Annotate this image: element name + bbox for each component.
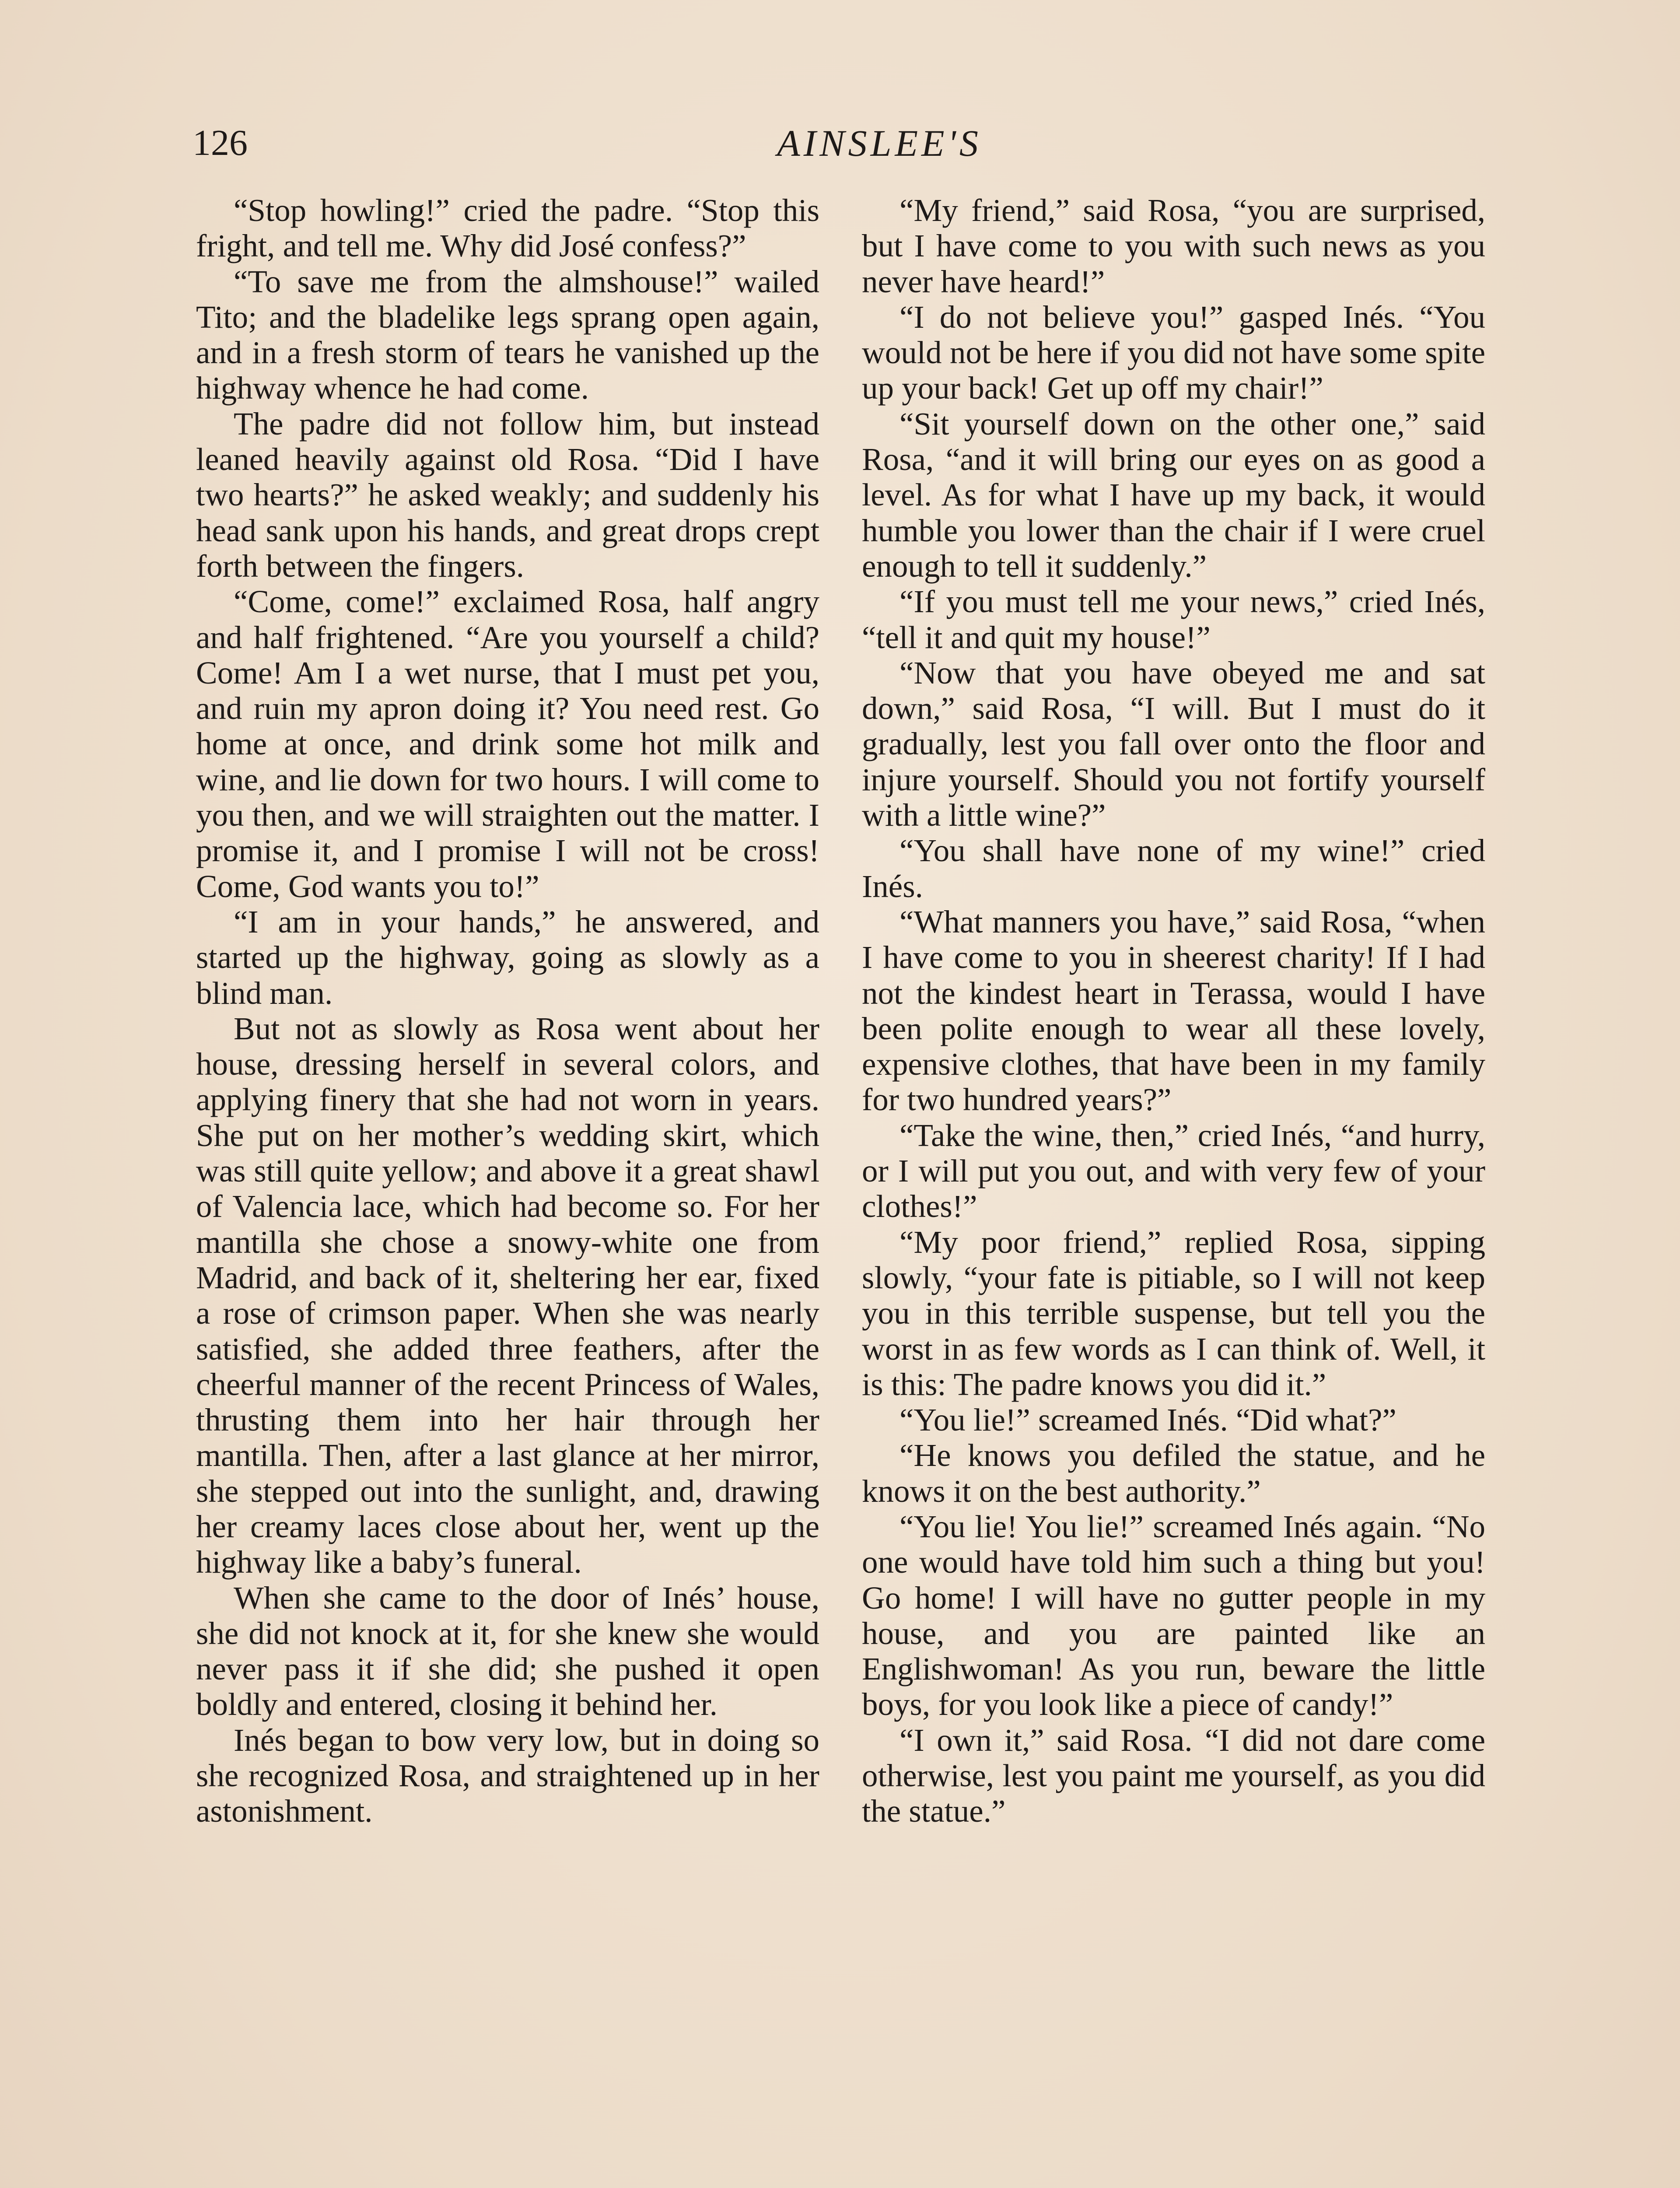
paragraph: “Come, come!” exclaimed Rosa, half angry and half frightened. “Are you yourself a child? Come! Am I a wet nurse, that I must pet you, and ruin my apron doing it? You need rest. Go home at once, and drink some hot milk and wine, and lie down for two hours. I will come to you then, and we will straighten out the matter. I promise it, and I promise I will not be cross! Come, God wants you to!” — [196, 584, 819, 904]
paragraph: “Sit yourself down on the other one,” said Rosa, “and it will bring our eyes on as good a level. As for what I have up my back, it would humble you lower than the chair if I were cruel enough to tell it suddenly.” — [862, 406, 1485, 584]
paragraph: “I do not believe you!” gasped Inés. “You would not be here if you did not have some spite up your back! Get up off my chair!” — [862, 299, 1485, 406]
left-column — [196, 193, 819, 1829]
paragraph: “Stop howling!” cried the padre. “Stop this fright, and tell me. Why did José confess?” — [196, 193, 819, 264]
paragraph: “To save me from the almshouse!” wailed Tito; and the bladelike legs sprang open again, and in a fresh storm of tears he vanished up the highway whence he had come. — [196, 263, 819, 406]
right-column — [862, 193, 1485, 1829]
paragraph: “Take the wine, then,” cried Inés, “and hurry, or I will put you out, and with very few of your clothes!” — [862, 1117, 1485, 1224]
paragraph: The padre did not follow him, but instead leaned heavily against old Rosa. “Did I have two hearts?” he asked weakly; and suddenly his head sank upon his hands, and great drops crept forth between the fingers. — [196, 406, 819, 584]
paragraph: But not as slowly as Rosa went about her house, dressing herself in several colors, and applying finery that she had not worn in years. She put on her mother’s wedding skirt, which was still quite yellow; and above it a great shawl of Valencia lace, which had become so. For her mantilla she chose a snowy-white one from Madrid, and back of it, sheltering her ear, fixed a rose of crimson paper. When she was nearly satisfied, she added three feathers, after the cheerful manner of the recent Princess of Wales, thrusting them into her hair through her mantilla. Then, after a last glance at her mirror, she stepped out into the sunlight, and, drawing her creamy laces close about her, went up the highway like a baby’s funeral. — [196, 1010, 819, 1580]
paragraph: “You lie! You lie!” screamed Inés again. “No one would have told him such a thing but you! Go home! I will have no gutter people in my house, and you are painted like an Englishwoman! As you run, beware the little boys, for you look like a piece of candy!” — [862, 1508, 1485, 1722]
paragraph: “He knows you defiled the statue, and he knows it on the best authority.” — [862, 1438, 1485, 1509]
paragraph: Inés began to bow very low, but in doing so she recognized Rosa, and straightened up in her astonishment. — [196, 1722, 819, 1829]
paragraph: “I own it,” said Rosa. “I did not dare come otherwise, lest you paint me yourself, as you did the statue.” — [862, 1722, 1485, 1829]
paragraph: “Now that you have obeyed me and sat down,” said Rosa, “I will. But I must do it gradually, lest you fall over onto the floor and injure yourself. Should you not fortify yourself with a little wine?” — [862, 655, 1485, 833]
paragraph: “My poor friend,” replied Rosa, sipping slowly, “your fate is pitiable, so I will not keep you in this terrible suspense, but tell you the worst in as few words as I can think of. Well, it is this: The padre knows you did it.” — [862, 1224, 1485, 1402]
paragraph: When she came to the door of Inés’ house, she did not knock at it, for she knew she would never pass it if she did; she pushed it open boldly and entered, closing it behind her. — [196, 1580, 819, 1722]
paragraph: “If you must tell me your news,” cried Inés, “tell it and quit my house!” — [862, 584, 1485, 655]
paragraph: “You shall have none of my wine!” cried Inés. — [862, 833, 1485, 904]
page-header — [192, 115, 1505, 172]
running-head: AINSLEE'S — [777, 122, 982, 164]
page-number: 126 — [192, 123, 248, 163]
paragraph: “What manners you have,” said Rosa, “when I have come to you in sheerest charity! If I had not the kindest heart in Terassa, would I have been polite enough to wear all these lovely, expensive clothes, that have been in my family for two hundred years?” — [862, 904, 1485, 1118]
paragraph: “My friend,” said Rosa, “you are surprised, but I have come to you with such news as you never have heard!” — [862, 193, 1485, 299]
paragraph: “I am in your hands,” he answered, and started up the highway, going as slowly as a blind man. — [196, 904, 819, 1011]
paragraph: “You lie!” screamed Inés. “Did what?” — [900, 1402, 1396, 1438]
